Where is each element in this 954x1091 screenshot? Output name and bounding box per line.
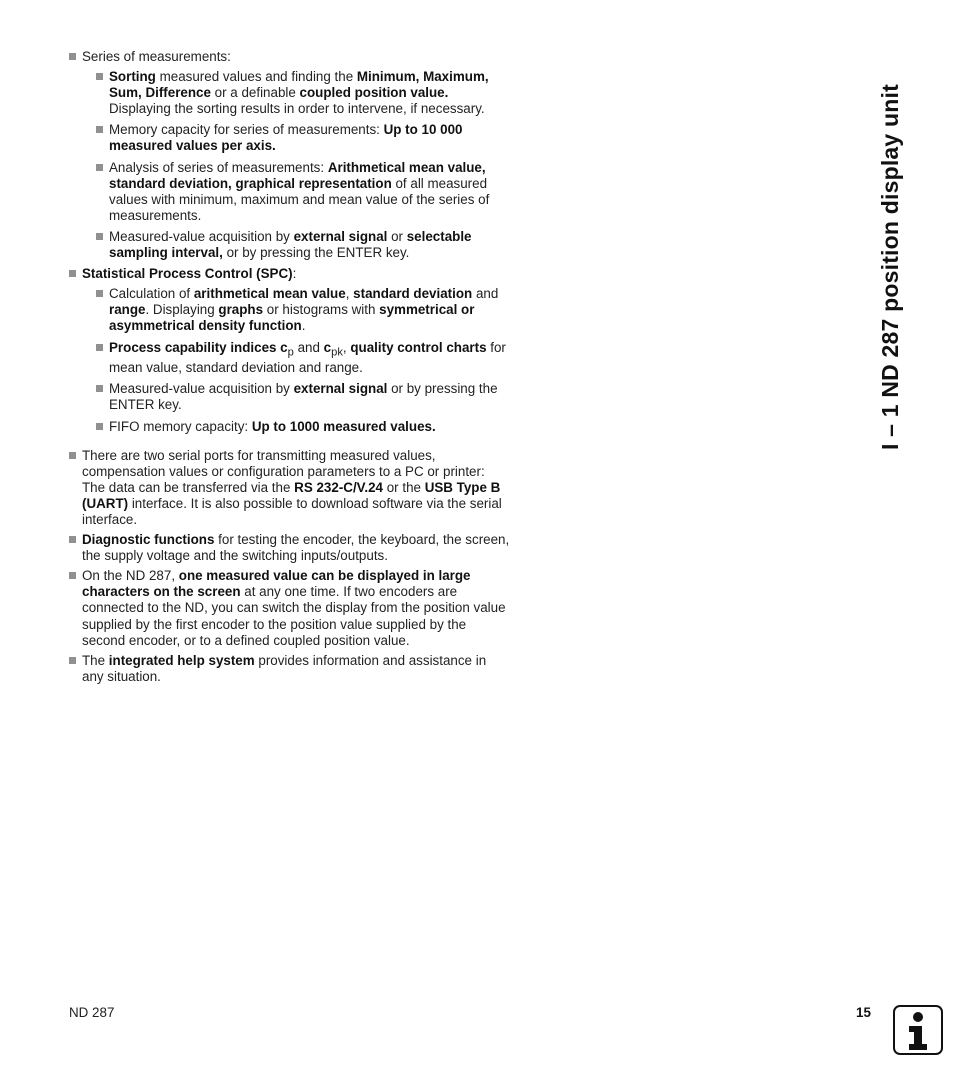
list-item-memory-capacity: Memory capacity for series of measurements: Up to 10 000 measured values per axis. (96, 122, 511, 154)
chapter-side-title: I – 1 ND 287 position display unit (877, 84, 903, 450)
list-item-sorting: Sorting measured values and finding the Minimum, Maximum, Sum, Difference or a definable coupled position value. Displaying the sorting results in order to intervene, if necessary. (96, 69, 511, 117)
main-content (69, 49, 511, 689)
bold-term: Minimum, Maximum, Sum, Difference (109, 69, 489, 101)
info-icon (892, 1004, 944, 1056)
list-item-acquisition: Measured-value acquisition by external signal or selectable sampling interval, or by pressing the ENTER key. (96, 229, 511, 261)
list-item-display: On the ND 287, one measured value can be displayed in large characters on the screen at any one time. If two encoders are connected to the ND, you can switch the display from the position value supplied by the first encoder to the position value supplied by the second encoder, or to a defined coupled position value. (69, 568, 511, 648)
list-item-spc: Statistical Process Control (SPC): Calculation of arithmetical mean value, standard deviation and range. Displaying graphs or histograms with symmetrical or asymmetrical density function. Process capability indices $c_p$ and $c_{pk}$, quality control charts for mean value, standard deviation and range. Measured-value acquisition by external signal or by pressing the ENTER key. FIFO memory capacity: Up to 1000 measured values. (69, 266, 511, 435)
item-text: Series of measurements: (82, 49, 231, 64)
footer-product-name: ND 287 (69, 1005, 115, 1020)
list-item-calculation: Calculation of arithmetical mean value, standard deviation and range. Displaying graphs or histograms with symmetrical or asymmetrical density function. (96, 286, 511, 334)
list-item-spc-acquisition: Measured-value acquisition by external signal or by pressing the ENTER key. (96, 381, 511, 413)
bold-term: external signal (293, 228, 388, 244)
bold-term: coupled position value. (299, 85, 449, 101)
list-item-fifo: FIFO memory capacity: Up to 1000 measured values. (96, 419, 511, 435)
list-item-analysis: Analysis of series of measurements: Arithmetical mean value, standard deviation, graphical representation of all measured values with minimum, maximum and mean value of the series of measurements. (96, 160, 511, 224)
bold-term: Arithmetical mean value, standard deviation, graphical representation (109, 159, 486, 191)
list-item-diagnostic: Diagnostic functions for testing the encoder, the keyboard, the screen, the supply voltage and the switching inputs/outputs. (69, 532, 511, 564)
series-sublist (82, 69, 511, 261)
list-item-help-system: The integrated help system provides information and assistance in any situation. (69, 653, 511, 685)
list-item-process-capability: Process capability indices $c_p$ and $c_{pk}$, quality control charts for mean value, standard deviation and range. (96, 340, 511, 377)
spacer (69, 440, 511, 448)
spc-sublist (82, 286, 511, 434)
page-number: 15 (856, 1005, 871, 1020)
list-item-serial-ports: There are two serial ports for transmitting measured values, compensation values or configuration parameters to a PC or printer: The data can be transferred via the RS 232-C/V.24 or the USB Type B (UART) interface. It is also possible to download software via the serial interface. (69, 448, 511, 528)
bold-term: Sorting (109, 69, 156, 85)
list-item-series-of-measurements (69, 49, 511, 261)
section-heading-spc: Statistical Process Control (SPC) (82, 266, 293, 282)
bold-term: selectable sampling interval, (109, 228, 472, 261)
bold-term: Up to 10 000 measured values per axis. (109, 122, 463, 154)
